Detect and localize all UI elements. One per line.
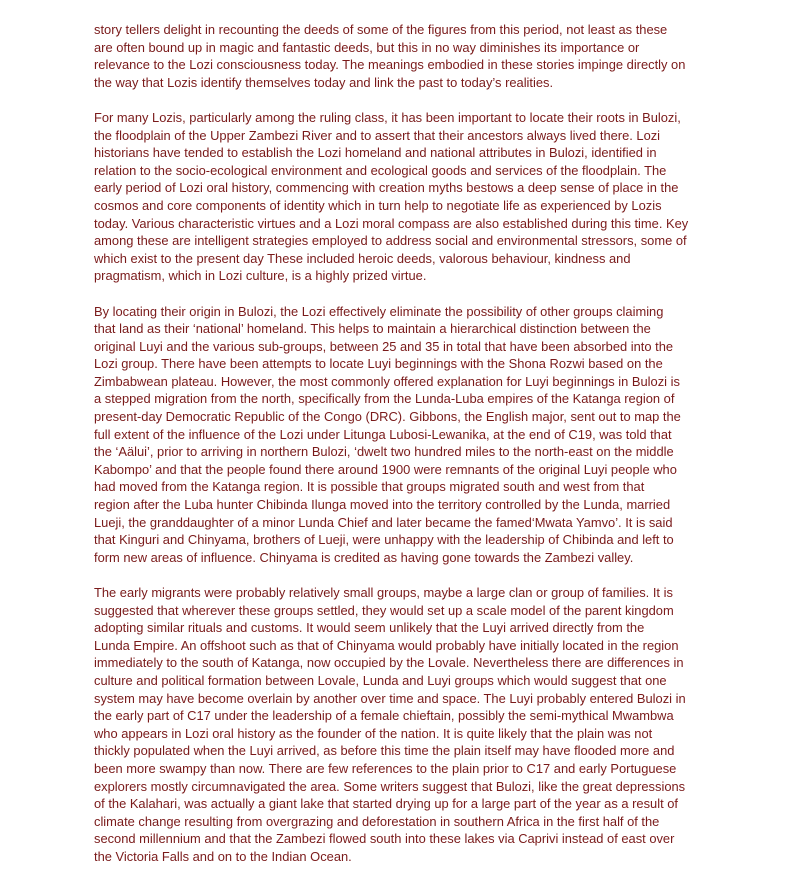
text-line: the floodplain of the Upper Zambezi River and to assert that their ancestors always lived there. Lozi bbox=[94, 127, 661, 143]
text-line: that land as their ‘national’ homeland. This helps to maintain a hierarchical distinction between the bbox=[94, 321, 651, 337]
text-line: had moved from the Katanga region. It is possible that groups migrated south and west from that bbox=[94, 479, 645, 495]
text-line: second millennium and that the Zambezi flowed south into these lakes via Caprivi instead of east over bbox=[94, 831, 675, 847]
text-line: full extent of the influence of the Lozi under Litunga Lubosi-Lewanika, at the end of C19, was told that bbox=[94, 426, 672, 442]
text-line: original Luyi and the various sub-groups, between 25 and 35 in total that have been absorbed into the bbox=[94, 338, 674, 354]
text-line: Lueji, the granddaughter of a minor Lunda Chief and later became the famed‘Mwata Yamvo’. It is said bbox=[94, 514, 673, 530]
text-line: system may have become overlain by another over time and space. The Luyi probably entered Bulozi in bbox=[94, 690, 686, 706]
text-line: region after the Luba hunter Chibinda Ilunga moved into the territory controlled by the Lunda, married bbox=[94, 497, 671, 513]
text-line: the Victoria Falls and on to the Indian Ocean. bbox=[94, 848, 352, 864]
paragraph-2 bbox=[94, 109, 714, 285]
text-line: adopting similar rituals and customs. It would seem unlikely that the Luyi arrived directly from the bbox=[94, 620, 645, 636]
paragraph-4 bbox=[94, 584, 714, 866]
text-line: climate change resulting from overgrazing and deforestation in southern Africa in the first half of the bbox=[94, 813, 660, 829]
text-line: thickly populated when the Luyi arrived, as before this time the plain itself may have flooded more and bbox=[94, 743, 675, 759]
text-line: relation to the socio-ecological environment and ecological goods and services of the floodplain. The bbox=[94, 162, 667, 178]
text-line: early period of Lozi oral history, commencing with creation myths bestows a deep sense of place in the bbox=[94, 180, 679, 196]
text-line: For many Lozis, particularly among the ruling class, it has been important to locate their roots in Bulozi, bbox=[94, 109, 681, 125]
text-line: relevance to the Lozi consciousness today. The meanings embodied in these stories impinge directly on bbox=[94, 57, 686, 73]
text-line: a stepped migration from the north, specifically from the Lunda-Luba empires of the Katanga region of bbox=[94, 391, 675, 407]
text-line: Lozi group. There have been attempts to locate Luyi beginnings with the Shona Rozwi based on the bbox=[94, 356, 663, 372]
text-line: among these are intelligent strategies employed to address social and environmental stressors, some of bbox=[94, 233, 687, 249]
text-line: which exist to the present day These included heroic deeds, valorous behaviour, kindness and bbox=[94, 250, 631, 266]
text-line: cosmos and core components of identity which in turn help to negotiate life as experienced by Lozis bbox=[94, 197, 662, 213]
text-line: culture and political formation between Lovale, Lunda and Luyi groups which would suggest that one bbox=[94, 672, 667, 688]
text-line: explorers mostly circumnavigated the area. Some writers suggest that Bulozi, like the great depressions bbox=[94, 778, 686, 794]
text-line: historians have tended to establish the Lozi homeland and national attributes in Bulozi, identified in bbox=[94, 145, 657, 161]
text-line: of the Kalahari, was actually a giant lake that started drying up for a large part of the year as a result of bbox=[94, 796, 678, 812]
text-line: story tellers delight in recounting the deeds of some of the figures from this period, not least as these bbox=[94, 22, 668, 37]
paragraph-3 bbox=[94, 303, 714, 567]
text-line: Lunda Empire. An offshoot such as that of Chinyama would probably have initially located in the region bbox=[94, 637, 679, 653]
text-line: suggested that wherever these groups settled, they would set up a scale model of the parent kingdom bbox=[94, 602, 674, 618]
text-line: the way that Lozis identify themselves today and link the past to today’s realities. bbox=[94, 74, 554, 90]
text-line: The early migrants were probably relatively small groups, maybe a large clan or group of families. It is bbox=[94, 585, 673, 600]
text-line: pragmatism, which in Lozi culture, is a highly prized virtue. bbox=[94, 268, 427, 284]
text-line: that Kinguri and Chinyama, brothers of Lueji, were unhappy with the leadership of Chibinda and left to bbox=[94, 532, 674, 548]
text-line: who appears in Lozi oral history as the founder of the nation. It is quite likely that the plain was not bbox=[94, 725, 653, 741]
text-line: the early part of C17 under the leadership of a female chieftain, possibly the semi-mythical Mwambwa bbox=[94, 708, 674, 724]
text-line: present-day Democratic Republic of the Congo (DRC). Gibbons, the English major, sent out to map the bbox=[94, 409, 681, 425]
text-line: Zimbabwean plateau. However, the most commonly offered explanation for Luyi beginnings in Bulozi is bbox=[94, 373, 680, 389]
paragraph-1 bbox=[94, 21, 714, 91]
text-line: form new areas of influence. Chinyama is credited as having gone towards the Zambezi valley. bbox=[94, 549, 634, 565]
text-line: been more swampy than now. There are few references to the plain prior to C17 and early Portuguese bbox=[94, 760, 677, 776]
text-line: today. Various characteristic virtues and a Lozi moral compass are also established during this time. Key bbox=[94, 215, 689, 231]
text-line: immediately to the south of Katanga, now occupied by the Lovale. Nevertheless there are differences in bbox=[94, 655, 684, 671]
document-page bbox=[94, 21, 714, 866]
text-line: Kabompo’ and that the people found there around 1900 were remnants of the original Luyi people who bbox=[94, 461, 677, 477]
text-line: By locating their origin in Bulozi, the Lozi effectively eliminate the possibility of other groups claiming bbox=[94, 303, 664, 319]
text-line: are often bound up in magic and fantastic deeds, but this in no way diminishes its importance or bbox=[94, 39, 640, 55]
text-line: the ‘Aälui’, prior to arriving in northern Bulozi, ‘dwelt two hundred miles to the north-east on the middle bbox=[94, 444, 674, 460]
